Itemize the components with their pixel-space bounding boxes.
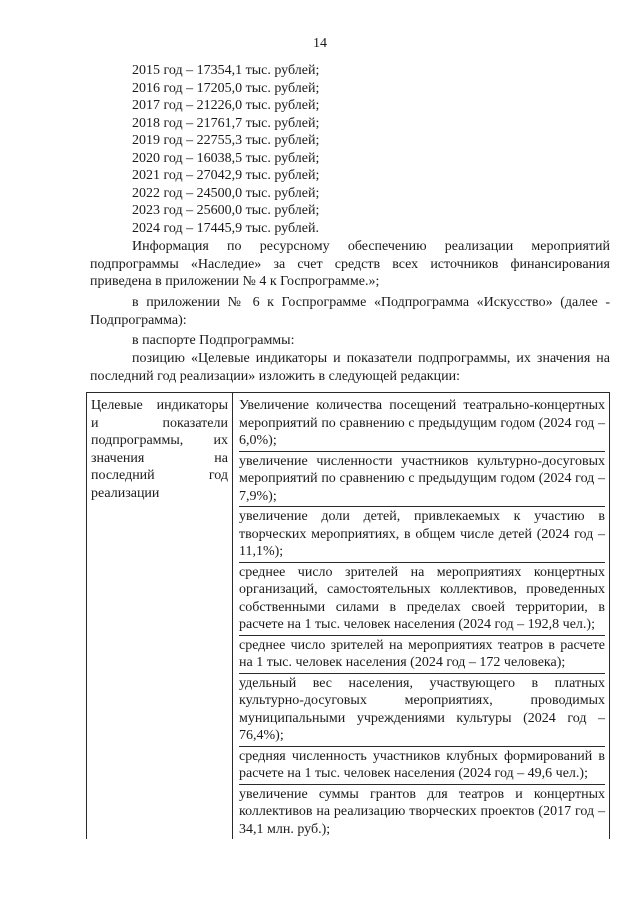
indicator-item: среднее число зрителей на мероприятиях концертных организаций, самостоятельных коллективов, проведенных собственными силами в пределах своей территории, в расчете на 1 тыс. человек населения (2024 год – 192,8 чел.); [239, 562, 605, 635]
indicator-item: среднее число зрителей на мероприятиях театров в расчете на 1 тыс. человек населения (2024 год – 172 человека); [239, 635, 605, 673]
indicator-item: средняя численность участников клубных формирований в расчете на 1 тыс. человек населения (2024 год – 49,6 чел.); [239, 746, 605, 784]
funding-line: 2021 год – 27042,9 тыс. рублей; [132, 168, 320, 183]
funding-line: 2018 год – 21761,7 тыс. рублей; [132, 115, 320, 131]
indicators-table [86, 392, 610, 839]
indicators-label-cell: Целевые индикаторы и показатели подпрограммы, их значения на последний год реализации [87, 393, 233, 839]
indicator-item: увеличение доли детей, привлекаемых к участию в творческих мероприятиях, в общем числе детей (2024 год – 11,1%); [239, 506, 605, 562]
page-number: 14 [313, 36, 327, 51]
funding-line: 2022 год – 24500,0 тыс. рублей; [132, 185, 320, 201]
funding-line: 2017 год – 21226,0 тыс. рублей; [132, 98, 320, 113]
funding-line: 2020 год – 16038,5 тыс. рублей; [132, 150, 320, 166]
position-paragraph: позицию «Целевые индикаторы и показатели подпрограммы, их значения на последний год реализации» изложить в следующей редакции: [90, 351, 610, 384]
passport-paragraph: в паспорте Подпрограммы: [132, 333, 295, 348]
indicator-item: удельный вес населения, участвующего в платных культурно-досуговых мероприятиях, проводимых муниципальными учреждениями культуры (2024 год – 76,4%); [239, 673, 605, 746]
indicator-item: увеличение численности участников культурно-досуговых мероприятий по сравнению с предыдущим годом (2024 год – 7,9%); [239, 451, 605, 507]
appendix-6-paragraph: в приложении № 6 к Госпрограмме «Подпрограмма «Искусство» (далее - Подпрограмма): [90, 295, 610, 328]
indicator-item: увеличение суммы грантов для театров и концертных коллективов на реализацию творческих проектов (2017 год – 34,1 млн. руб.); [239, 784, 605, 840]
indicators-values-cell [233, 393, 609, 839]
funding-by-year-list [132, 62, 319, 237]
funding-line: 2023 год – 25600,0 тыс. рублей; [132, 203, 320, 218]
funding-line: 2024 год – 17445,9 тыс. рублей. [132, 220, 319, 236]
funding-line: 2015 год – 17354,1 тыс. рублей; [132, 63, 320, 78]
resource-info-paragraph: Информация по ресурсному обеспечению реализации мероприятий подпрограммы «Наследие» за счет средств всех источников финансирования приведена в приложении № 4 к Госпрограмме.»; [90, 239, 610, 289]
funding-line: 2016 год – 17205,0 тыс. рублей; [132, 80, 320, 96]
funding-line: 2019 год – 22755,3 тыс. рублей; [132, 133, 320, 148]
indicator-item: Увеличение количества посещений театрально-концертных мероприятий по сравнению с предыдущим годом (2024 год – 6,0%); [239, 398, 605, 448]
